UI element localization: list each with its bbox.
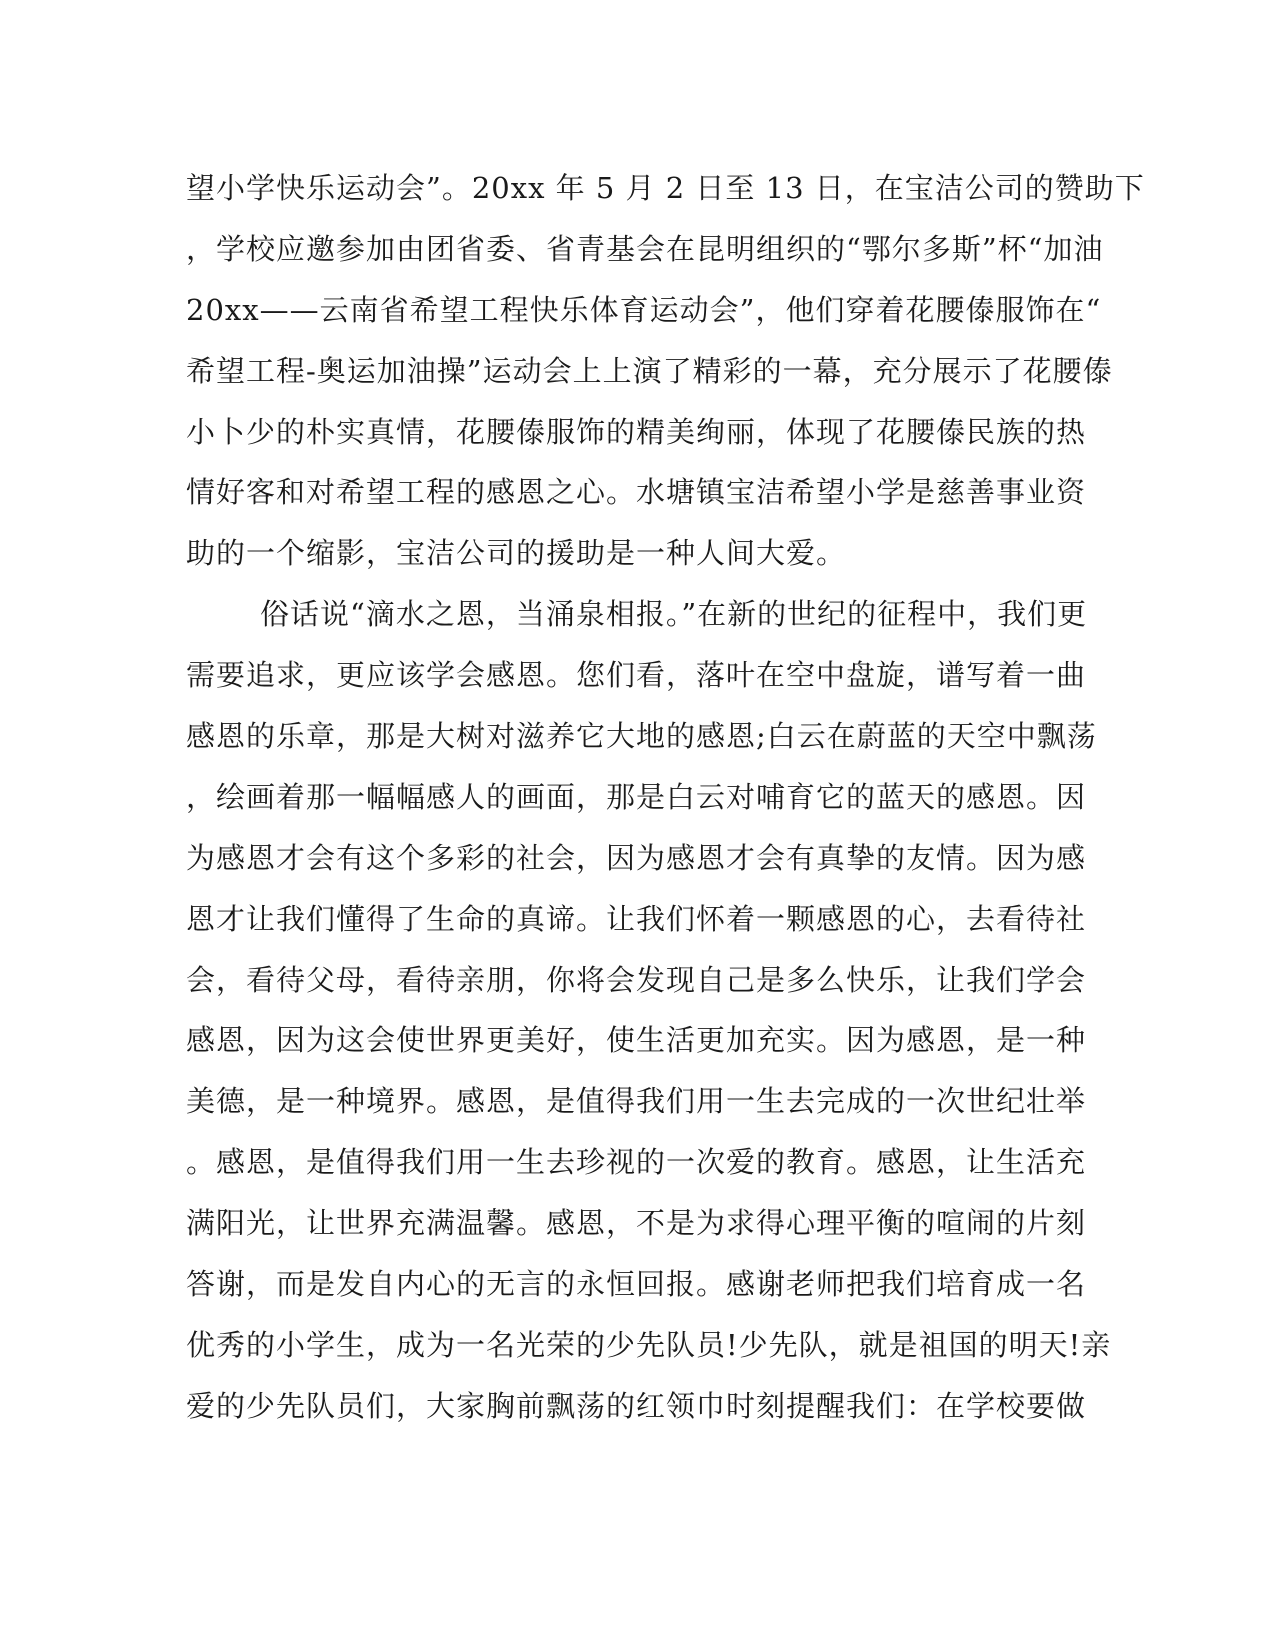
text-line: 美德，是一种境界。感恩，是值得我们用一生去完成的一次世纪壮举 xyxy=(186,1084,1087,1119)
text-line: 为感恩才会有这个多彩的社会，因为感恩才会有真挚的友情。因为感 xyxy=(186,840,1087,875)
text-line: 感恩，因为这会使世界更美好，使生活更加充实。因为感恩，是一种 xyxy=(186,1023,1087,1058)
text-line: 恩才让我们懂得了生命的真谛。让我们怀着一颗感恩的心，去看待社 xyxy=(186,901,1087,936)
text-line: ，学校应邀参加由团省委、省青基会在昆明组织的“鄂尔多斯”杯“加油 xyxy=(186,231,1104,266)
text-line: 望小学快乐运动会”。20xx 年 5 月 2 日至 13 日，在宝洁公司的赞助下 xyxy=(186,171,1145,205)
text-line: 小卜少的朴实真情，花腰傣服饰的精美绚丽，体现了花腰傣民族的热 xyxy=(186,414,1087,449)
text-line: 。感恩，是值得我们用一生去珍视的一次爱的教育。感恩，让生活充 xyxy=(186,1145,1087,1180)
text-line: 会，看待父母，看待亲朋，你将会发现自己是多么快乐，让我们学会 xyxy=(186,962,1087,997)
body-text xyxy=(186,158,1145,1437)
text-line: 助的一个缩影，宝洁公司的援助是一种人间大爱。 xyxy=(186,536,847,571)
text-line: 感恩的乐章，那是大树对滋养它大地的感恩;白云在蔚蓝的天空中飘荡 xyxy=(186,719,1097,754)
text-line: 20xx——云南省希望工程快乐体育运动会”，他们穿着花腰傣服饰在“ xyxy=(186,292,1102,327)
text-line: ，绘画着那一幅幅感人的画面，那是白云对哺育它的蓝天的感恩。因 xyxy=(186,779,1087,814)
paragraph-first-line: 俗话说“滴水之恩，当涌泉相报。”在新的世纪的征程中，我们更 xyxy=(260,597,1088,632)
text-line: 爱的少先队员们，大家胸前飘荡的红领巾时刻提醒我们：在学校要做 xyxy=(186,1388,1087,1423)
text-line: 需要追求，更应该学会感恩。您们看，落叶在空中盘旋，谱写着一曲 xyxy=(186,658,1087,693)
text-line: 情好客和对希望工程的感恩之心。水塘镇宝洁希望小学是慈善事业资 xyxy=(186,475,1087,510)
text-line: 希望工程-奥运加油操”运动会上上演了精彩的一幕，充分展示了花腰傣 xyxy=(186,353,1113,388)
text-line: 答谢，而是发自内心的无言的永恒回报。感谢老师把我们培育成一名 xyxy=(186,1267,1087,1302)
text-line: 满阳光，让世界充满温馨。感恩，不是为求得心理平衡的喧闹的片刻 xyxy=(186,1206,1087,1241)
text-line: 优秀的小学生，成为一名光荣的少先队员!少先队，就是祖国的明天!亲 xyxy=(186,1327,1112,1362)
